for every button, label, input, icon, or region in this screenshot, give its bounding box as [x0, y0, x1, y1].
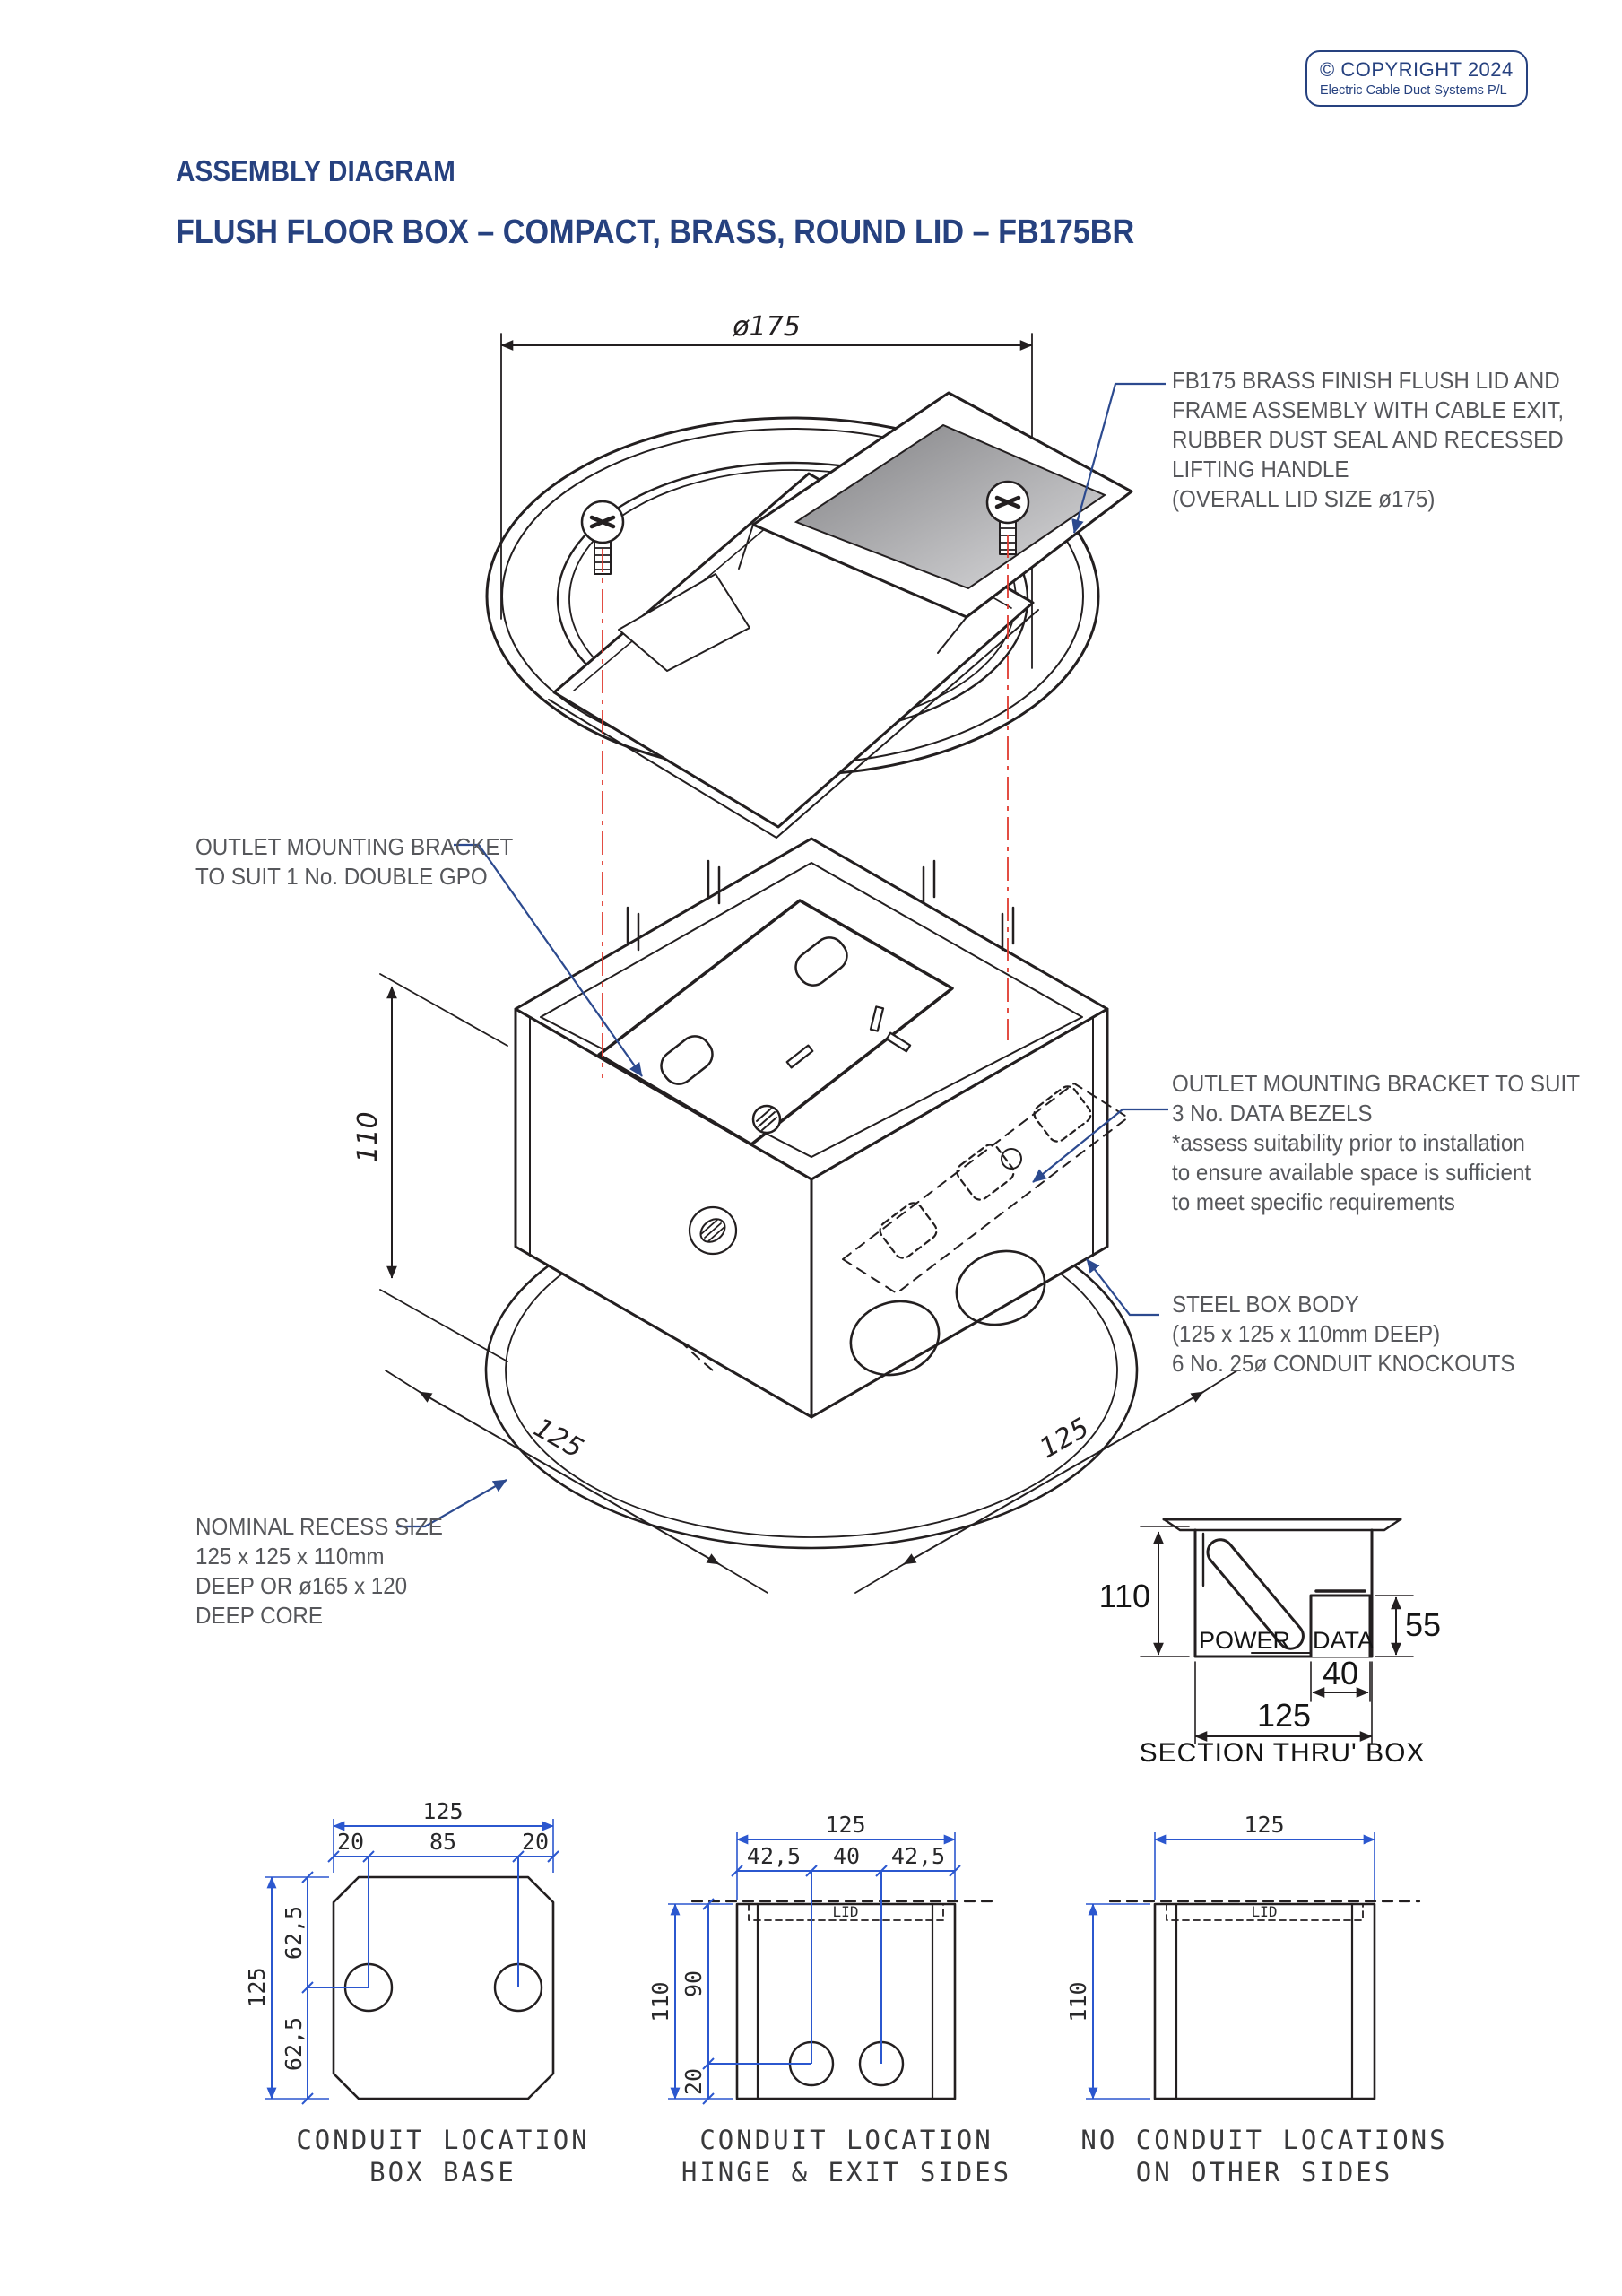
box-assembly-drawing [352, 839, 1237, 1593]
annotation-line: TO SUIT 1 No. DOUBLE GPO [195, 863, 488, 890]
section-dim-width: 125 [1256, 1697, 1312, 1734]
annotation-recess [195, 1512, 443, 1631]
annotation-line: DEEP OR ø165 x 120 [195, 1572, 408, 1599]
annotation-line: (125 x 125 x 110mm DEEP) [1172, 1320, 1441, 1347]
dimension-lid-diameter: ø175 [733, 311, 801, 343]
annotation-gpo-bracket [195, 832, 513, 891]
hinge-dim-lower: 20 [681, 2067, 707, 2096]
hinge-dim-overall-height: 110 [647, 1981, 673, 2022]
section-view [1099, 1519, 1441, 1768]
base-caption-line2: BOX BASE [369, 2157, 516, 2187]
annotation-steel-box [1172, 1290, 1514, 1378]
hinge-caption-line2: HINGE & EXIT SIDES [681, 2157, 1012, 2187]
base-dim-left: 20 [336, 1829, 365, 1855]
dimension-box-width-right: 125 [1034, 1412, 1095, 1465]
section-dim-data-width: 40 [1322, 1655, 1359, 1692]
base-dim-half-top: 62,5 [281, 1905, 307, 1961]
hinge-dim-upper: 90 [681, 1970, 707, 1998]
annotation-line: 6 No. 25ø CONDUIT KNOCKOUTS [1172, 1350, 1515, 1377]
dimension-box-width-left: 125 [528, 1412, 589, 1465]
annotation-line: 3 No. DATA BEZELS [1172, 1100, 1373, 1126]
other-dim-width: 125 [1244, 1812, 1285, 1838]
annotation-line: STEEL BOX BODY [1172, 1291, 1359, 1318]
other-caption-line2: ON OTHER SIDES [1135, 2157, 1393, 2187]
hinge-caption-line1: CONDUIT LOCATION [699, 2125, 993, 2155]
detail-box-base [244, 1798, 590, 2187]
page-title: ASSEMBLY DIAGRAM [176, 154, 455, 187]
section-power-label: POWER [1199, 1627, 1291, 1654]
section-dim-height: 110 [1098, 1578, 1150, 1614]
hinge-side-outline [737, 1904, 955, 2099]
annotation-line: DEEP CORE [195, 1602, 323, 1629]
copyright-company: Electric Cable Duct Systems P/L [1320, 83, 1507, 98]
detail-hinge-exit [647, 1812, 1011, 2187]
other-side-outline [1155, 1904, 1375, 2099]
base-caption-line1: CONDUIT LOCATION [296, 2125, 590, 2155]
detail-other-sides [1065, 1812, 1448, 2187]
annotation-line: to meet specific requirements [1172, 1188, 1455, 1215]
annotation-line: OUTLET MOUNTING BRACKET [195, 833, 514, 860]
annotation-line: RUBBER DUST SEAL AND RECESSED [1172, 426, 1564, 453]
annotation-line: (OVERALL LID SIZE ø175) [1172, 485, 1436, 512]
annotation-lid [1172, 366, 1564, 514]
other-dim-height: 110 [1065, 1981, 1091, 2022]
copyright-year: © COPYRIGHT 2024 [1320, 58, 1514, 81]
annotation-line: FRAME ASSEMBLY WITH CABLE EXIT, [1172, 396, 1565, 423]
section-dim-data-height: 55 [1405, 1606, 1442, 1643]
other-caption-line1: NO CONDUIT LOCATIONS [1080, 2125, 1448, 2155]
annotation-line: 125 x 125 x 110mm [195, 1543, 385, 1570]
section-data-label: DATA [1313, 1627, 1375, 1654]
base-dim-overall-width: 125 [422, 1798, 464, 1824]
annotation-line: *assess suitability prior to installation [1172, 1129, 1525, 1156]
annotation-line: FB175 BRASS FINISH FLUSH LID AND [1172, 367, 1560, 394]
hinge-dim-left: 42,5 [746, 1843, 802, 1869]
annotation-line: LIFTING HANDLE [1172, 456, 1349, 483]
lid-assembly-drawing [487, 311, 1132, 838]
base-dim-half-bottom: 62,5 [281, 2016, 307, 2072]
base-dim-overall-height: 125 [244, 1967, 270, 2008]
hinge-lid-label: LID [832, 1903, 859, 1920]
annotation-data-bracket [1172, 1069, 1580, 1217]
base-dim-center: 85 [429, 1829, 457, 1855]
other-lid-label: LID [1251, 1903, 1278, 1920]
base-dim-right: 20 [521, 1829, 550, 1855]
annotation-line: NOMINAL RECESS SIZE [195, 1513, 443, 1540]
section-caption: SECTION THRU' BOX [1139, 1738, 1426, 1768]
hinge-dim-overall-width: 125 [825, 1812, 866, 1838]
dimension-box-height: 110 [352, 1111, 384, 1163]
annotation-line: OUTLET MOUNTING BRACKET TO SUIT [1172, 1070, 1581, 1097]
gpo-bracket-screw [753, 1106, 780, 1133]
annotation-line: to ensure available space is sufficient [1172, 1159, 1531, 1186]
box-fixing-screw [690, 1207, 736, 1254]
hinge-dim-center: 40 [832, 1843, 861, 1869]
hinge-dim-right: 42,5 [890, 1843, 946, 1869]
page-subtitle: FLUSH FLOOR BOX – COMPACT, BRASS, ROUND LID – FB175BR [176, 213, 1135, 251]
